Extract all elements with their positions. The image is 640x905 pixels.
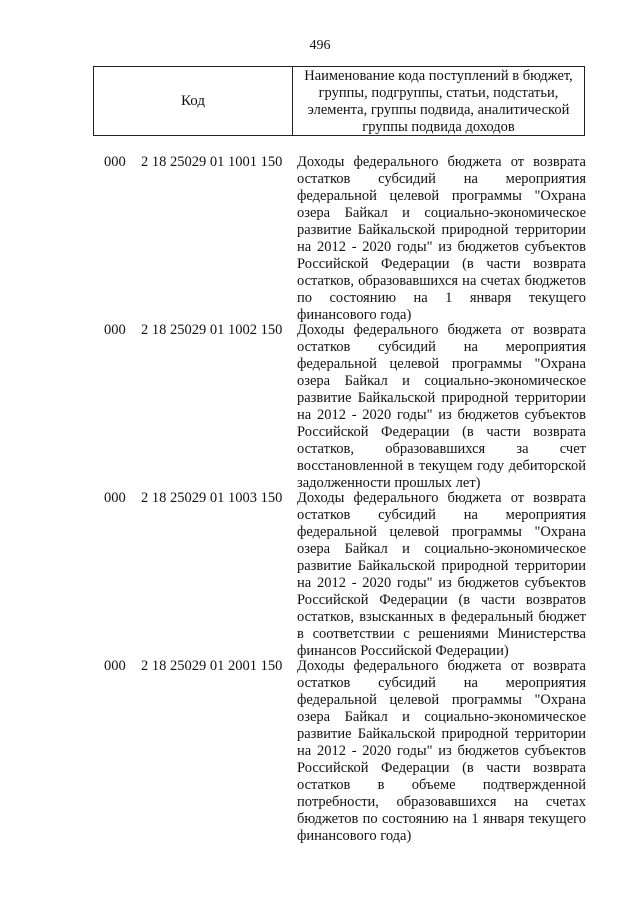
description-line: федеральной целевой программы "Охрана [297, 524, 586, 540]
description-line: развитие Байкальской природной территории [297, 222, 586, 238]
table-row [0, 154, 640, 322]
description-line: остатков субсидий на мероприятия [297, 339, 586, 355]
description-line: Российской Федерации (в части возврата [297, 256, 586, 272]
description-line: на 2012 - 2020 годы" из бюджетов субъектов [297, 407, 586, 423]
description-line: остатков, образовавшихся за счет [297, 441, 586, 457]
admin-code: 000 [104, 490, 126, 506]
admin-code: 000 [104, 154, 126, 170]
description-line: федеральной целевой программы "Охрана [297, 188, 586, 204]
description-line: Российской Федерации (в части возврата [297, 760, 586, 776]
revenue-code: 2 18 25029 01 1003 150 [141, 490, 283, 506]
description-line: Доходы федерального бюджета от возврата [297, 322, 586, 338]
description-line: восстановленной в текущем году дебиторской [297, 458, 586, 474]
revenue-description [297, 490, 586, 660]
description-line: на 2012 - 2020 годы" из бюджетов субъектов [297, 743, 586, 759]
description-line: озера Байкал и социально-экономическое [297, 373, 586, 389]
header-code-cell: Код [94, 67, 293, 135]
revenue-code: 2 18 25029 01 2001 150 [141, 658, 283, 674]
description-line: в соответствии с решениями Министерства [297, 626, 586, 642]
description-line: на 2012 - 2020 годы" из бюджетов субъектов [297, 239, 586, 255]
table-header [93, 66, 585, 136]
description-line: федеральной целевой программы "Охрана [297, 356, 586, 372]
header-name-line: группы подвида доходов [362, 119, 515, 135]
description-line: на 2012 - 2020 годы" из бюджетов субъектов [297, 575, 586, 591]
header-name-line: элемента, группы подвида, аналитической [307, 102, 570, 118]
admin-code: 000 [104, 658, 126, 674]
revenue-description [297, 658, 586, 845]
description-line: бюджетов по состоянию на 1 января текущего [297, 811, 586, 827]
description-line: остатков в объеме подтвержденной [297, 777, 586, 793]
table-row [0, 658, 640, 844]
description-line: остатков, образовавшихся на счетах бюджетов [297, 273, 586, 289]
description-line: остатков субсидий на мероприятия [297, 507, 586, 523]
description-line: остатков субсидий на мероприятия [297, 171, 586, 187]
description-line: Доходы федерального бюджета от возврата [297, 658, 586, 674]
description-line: задолженности прошлых лет) [297, 475, 481, 491]
description-line: озера Байкал и социально-экономическое [297, 709, 586, 725]
header-name-line: Наименование кода поступлений в бюджет, [304, 68, 573, 84]
description-line: развитие Байкальской природной территории [297, 726, 586, 742]
admin-code: 000 [104, 322, 126, 338]
description-line: озера Байкал и социально-экономическое [297, 541, 586, 557]
description-line: Доходы федерального бюджета от возврата [297, 154, 586, 170]
revenue-code: 2 18 25029 01 1001 150 [141, 154, 283, 170]
description-line: финансового года) [297, 828, 412, 844]
description-line: Российской Федерации (в части возврата [297, 424, 586, 440]
revenue-description [297, 322, 586, 492]
table-body [0, 154, 640, 844]
description-line: по состоянию на 1 января текущего [297, 290, 586, 306]
table-row [0, 322, 640, 490]
description-line: Российской Федерации (в части возвратов [297, 592, 586, 608]
description-line: развитие Байкальской природной территории [297, 558, 586, 574]
description-line: развитие Байкальской природной территории [297, 390, 586, 406]
page-number: 496 [309, 38, 331, 53]
description-line: Доходы федерального бюджета от возврата [297, 490, 586, 506]
description-line: финансов Российской Федерации) [297, 643, 509, 659]
description-line: потребности, образовавшихся на счетах [297, 794, 586, 810]
header-name-cell [293, 67, 584, 135]
description-line: остатков, взысканных в федеральный бюджет [297, 609, 586, 625]
description-line: федеральной целевой программы "Охрана [297, 692, 586, 708]
description-line: финансового года) [297, 307, 412, 323]
description-line: остатков субсидий на мероприятия [297, 675, 586, 691]
table-row [0, 490, 640, 658]
revenue-description [297, 154, 586, 324]
header-name-line: группы, подгруппы, статьи, подстатьи, [318, 85, 559, 101]
description-line: озера Байкал и социально-экономическое [297, 205, 586, 221]
revenue-code: 2 18 25029 01 1002 150 [141, 322, 283, 338]
